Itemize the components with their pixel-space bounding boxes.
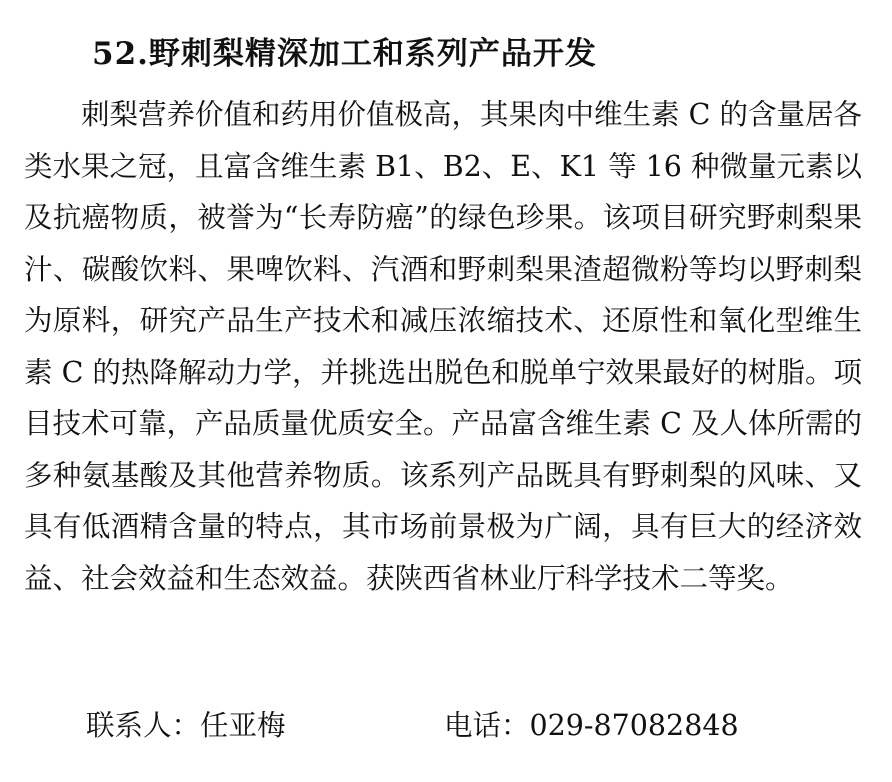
contact-person: 联系人：任亚梅 [86, 709, 286, 742]
project-description: 刺梨营养价值和药用价值极高，其果肉中维生素 C 的含量居各类水果之冠，且富含维生素 B1、B2、E、K1 等 16 种微量元素以及抗癌物质，被誉为“长寿防癌”的绿色珍果。该项目研究野刺梨果汁、碳酸饮料、果啤饮料、汽酒和野刺梨果渣超微粉等均以野刺梨为原料，研究产品生产技术和减压浓缩技术、还原性和氧化型维生素 C 的热降解动力学，并挑选出脱色和脱单宁效果最好的树脂。项目技术可靠，产品质量优质安全。产品富含维生素 C 及人体所需的多种氨基酸及其他营养物质。该系列产品既具有野刺梨的风味、又具有低酒精含量的特点，其市场前景极为广阔，具有巨大的经济效益、社会效益和生态效益。获陕西省林业厅科学技术二等奖。 [24, 98, 862, 595]
contact-phone: 电话：029-87082848 [444, 709, 739, 742]
project-title: 52.野刺梨精深加工和系列产品开发 [92, 36, 597, 72]
